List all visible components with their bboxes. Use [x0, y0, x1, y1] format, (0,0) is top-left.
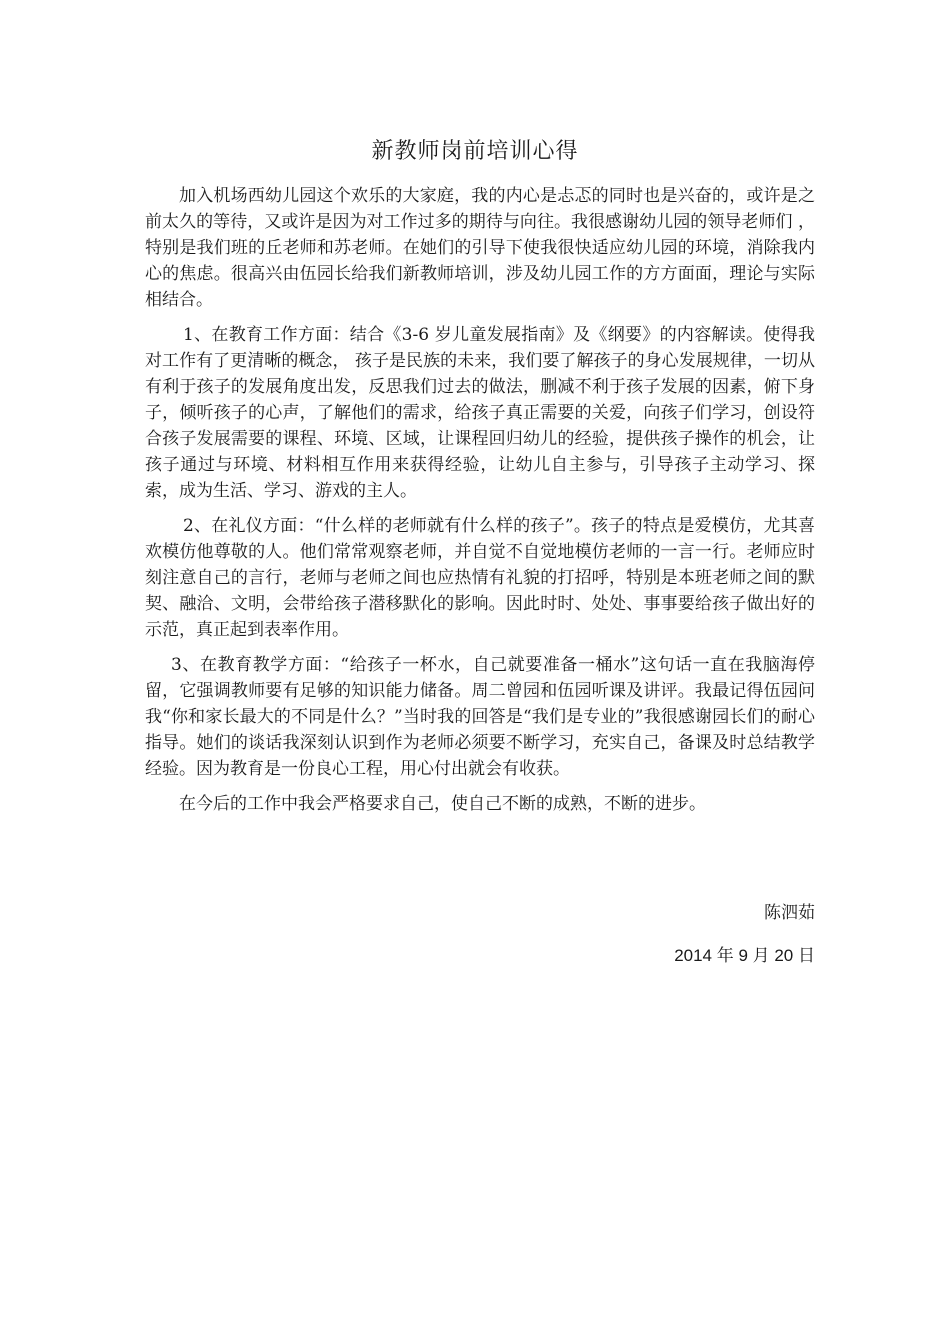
paragraph-intro: 加入机场西幼儿园这个欢乐的大家庭，我的内心是忐忑的同时也是兴奋的，或许是之前太久的等待，又或许是因为对工作过多的期待与向往。我很感谢幼儿园的领导老师们 ，特别是我们班的丘老师和苏老师。在她们的引导下使我很快适应幼儿园的环境，消除我内心的焦虑。很高兴由伍园长给我们新教师培训，涉及幼儿园工作的方方面面，理论与实际相结合。 — [145, 186, 815, 310]
author-signature: 陈泗茹 — [764, 903, 815, 923]
document-title: 新教师岗前培训心得 — [371, 139, 579, 164]
paragraph-education-work: 1、在教育工作方面：结合《3-6 岁儿童发展指南》及《纲要》的内容解读。使得我对工作有了更清晰的概念， 孩子是民族的未来，我们要了解孩子的身心发展规律，一切从有利于孩子的发展角度出发，反思我们过去的做法，删减不利于孩子发展的因素，俯下身子，倾听孩子的心声，了解他们的需求，给孩子真正需要的关爱，向孩子们学习，创设符合孩子发展需要的课程、环境、区域，让课程回归幼儿的经验，提供孩子操作的机会，让孩子通过与环境、材料相互作用来获得经验，让幼儿自主参与，引导孩子主动学习、探索，成为生活、学习、游戏的主人。 — [145, 325, 815, 501]
document-body — [145, 183, 815, 826]
paragraph-etiquette: 2、在礼仪方面：“什么样的老师就有什么样的孩子”。孩子的特点是爱模仿，尤其喜欢模仿他尊敬的人。他们常常观察老师，并自觉不自觉地模仿老师的一言一行。老师应时刻注意自己的言行，老师与老师之间也应热情有礼貌的打招呼，特别是本班老师之间的默契、融洽、文明，会带给孩子潜移默化的影响。因此时时、处处、事事要给孩子做出好的示范，真正起到表率作用。 — [145, 516, 815, 640]
paragraph-conclusion: 在今后的工作中我会严格要求自己，使自己不断的成熟，不断的进步。 — [179, 794, 706, 814]
document-date: 2014 年 9 月 20 日 — [674, 946, 815, 965]
paragraph-teaching: 3、在教育教学方面：“给孩子一杯水，自己就要准备一桶水”这句话一直在我脑海停留，它强调教师要有足够的知识能力储备。周二曾园和伍园听课及讲评。我最记得伍园问我“你和家长最大的不同是什么？”当时我的回答是“我们是专业的”我很感谢园长们的耐心指导。她们的谈话我深刻认识到作为老师必须要不断学习，充实自己，备课及时总结教学经验。因为教育是一份良心工程，用心付出就会有收获。 — [145, 655, 815, 779]
